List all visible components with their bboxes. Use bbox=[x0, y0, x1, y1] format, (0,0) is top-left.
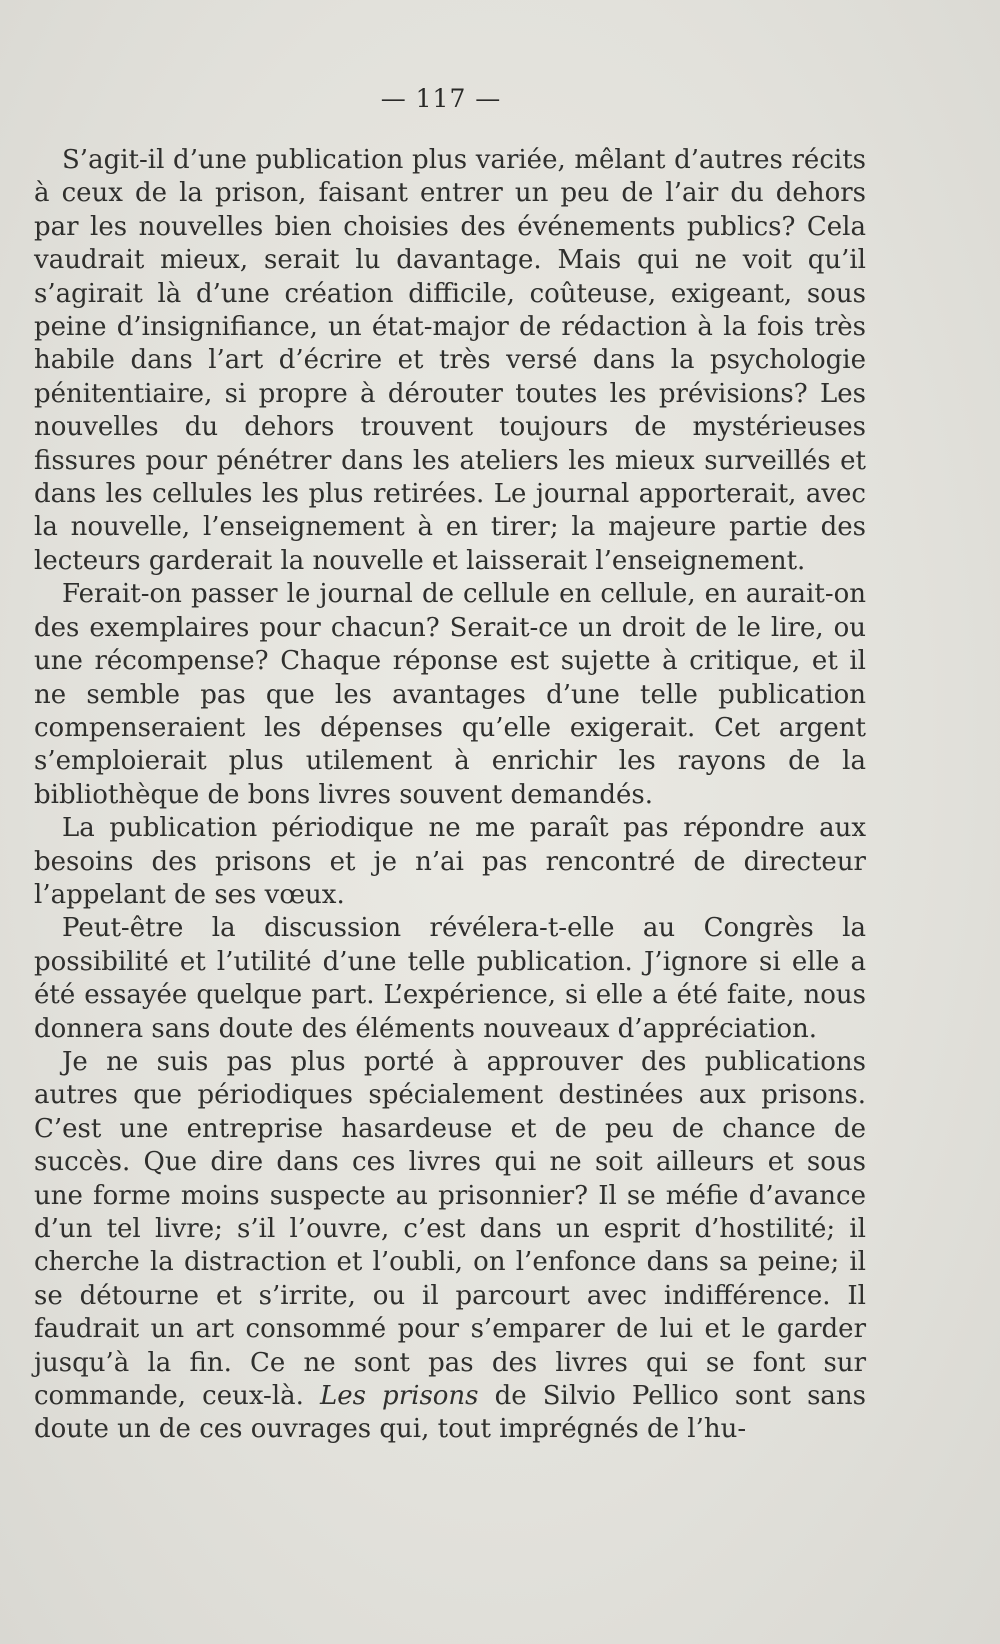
book-title-les-prisons: Les prisons bbox=[319, 1381, 479, 1412]
paragraph-2: Ferait-on passer le journal de cellule en cellule, en aurait-on des exemplaires pour chacun? Serait-ce un droit de le lire, ou une récompense? Chaque réponse est sujette à critique, et il ne semble pas que les avantages d’une telle publication compenseraient les dépenses qu’elle exigerait. Cet argent s’emploierait plus utilement à enrichir les rayons de la bibliothèque de bons livres souvent demandés. bbox=[34, 579, 866, 810]
paragraph-3: La publication périodique ne me paraît pas répondre aux besoins des prisons et je n’ai pas rencontré de directeur l’appelant de ses vœux. bbox=[34, 813, 866, 910]
paragraph-4: Peut-être la discussion révélera-t-elle au Congrès la possibilité et l’utilité d’une telle publication. J’ignore si elle a été essayée quelque part. L’expérience, si elle a été faite, nous donnera sans doute des éléments nouveaux d’appréciation. bbox=[34, 913, 866, 1044]
page-number: — 117 — bbox=[380, 84, 502, 113]
paragraph-5-text-after: de Silvio Pellico sont sans doute un de ces ouvrages qui, tout imprégnés de l’hu- bbox=[34, 1381, 867, 1445]
paragraph-5-text-before: Je ne suis pas plus porté à approuver des publications autres que périodiques spécialement destinées aux prisons. C’est une entreprise hasardeuse et de peu de chance de succès. Que dire dans ces livres qui ne soit ailleurs et sous une forme moins suspecte au prisonnier? Il se méfie d’avance d’un tel livre; s’il l’ouvre, c’est dans un esprit d’hostilité; il cherche la distraction et l’oubli, on l’enfonce dans sa peine; il se détourne et s’irrite, ou il parcourt avec indifférence. Il faudrait un art consommé pour s’emparer de lui et le garder jusqu’à la fin. Ce ne sont pas des livres qui se font sur commande, ceux-là. bbox=[34, 1046, 866, 1412]
paragraph-1: S’agit-il d’une publication plus variée, mêlant d’autres récits à ceux de la prison, faisant entrer un peu de l’air du dehors par les nouvelles bien choisies des événements publics? Cela vaudrait mieux, serait lu davantage. Mais qui ne voit qu’il s’agirait là d’une création difficile, coûteuse, exigeant, sous peine d’insignifiance, un état-major de rédaction à la fois très habile dans l’art d’écrire et très versé dans la psychologie pénitentiaire, si propre à dérouter toutes les prévisions? Les nouvelles du dehors trouvent toujours de mystérieuses fissures pour pénétrer dans les ateliers les mieux surveillés et dans les cellules les plus retirées. Le journal apporterait, avec la nouvelle, l’enseignement à en tirer; la majeure partie des lecteurs garderait la nouvelle et laisserait l’enseignement. bbox=[34, 145, 866, 576]
body-text bbox=[34, 144, 866, 1447]
paragraph-5 bbox=[34, 1046, 866, 1447]
